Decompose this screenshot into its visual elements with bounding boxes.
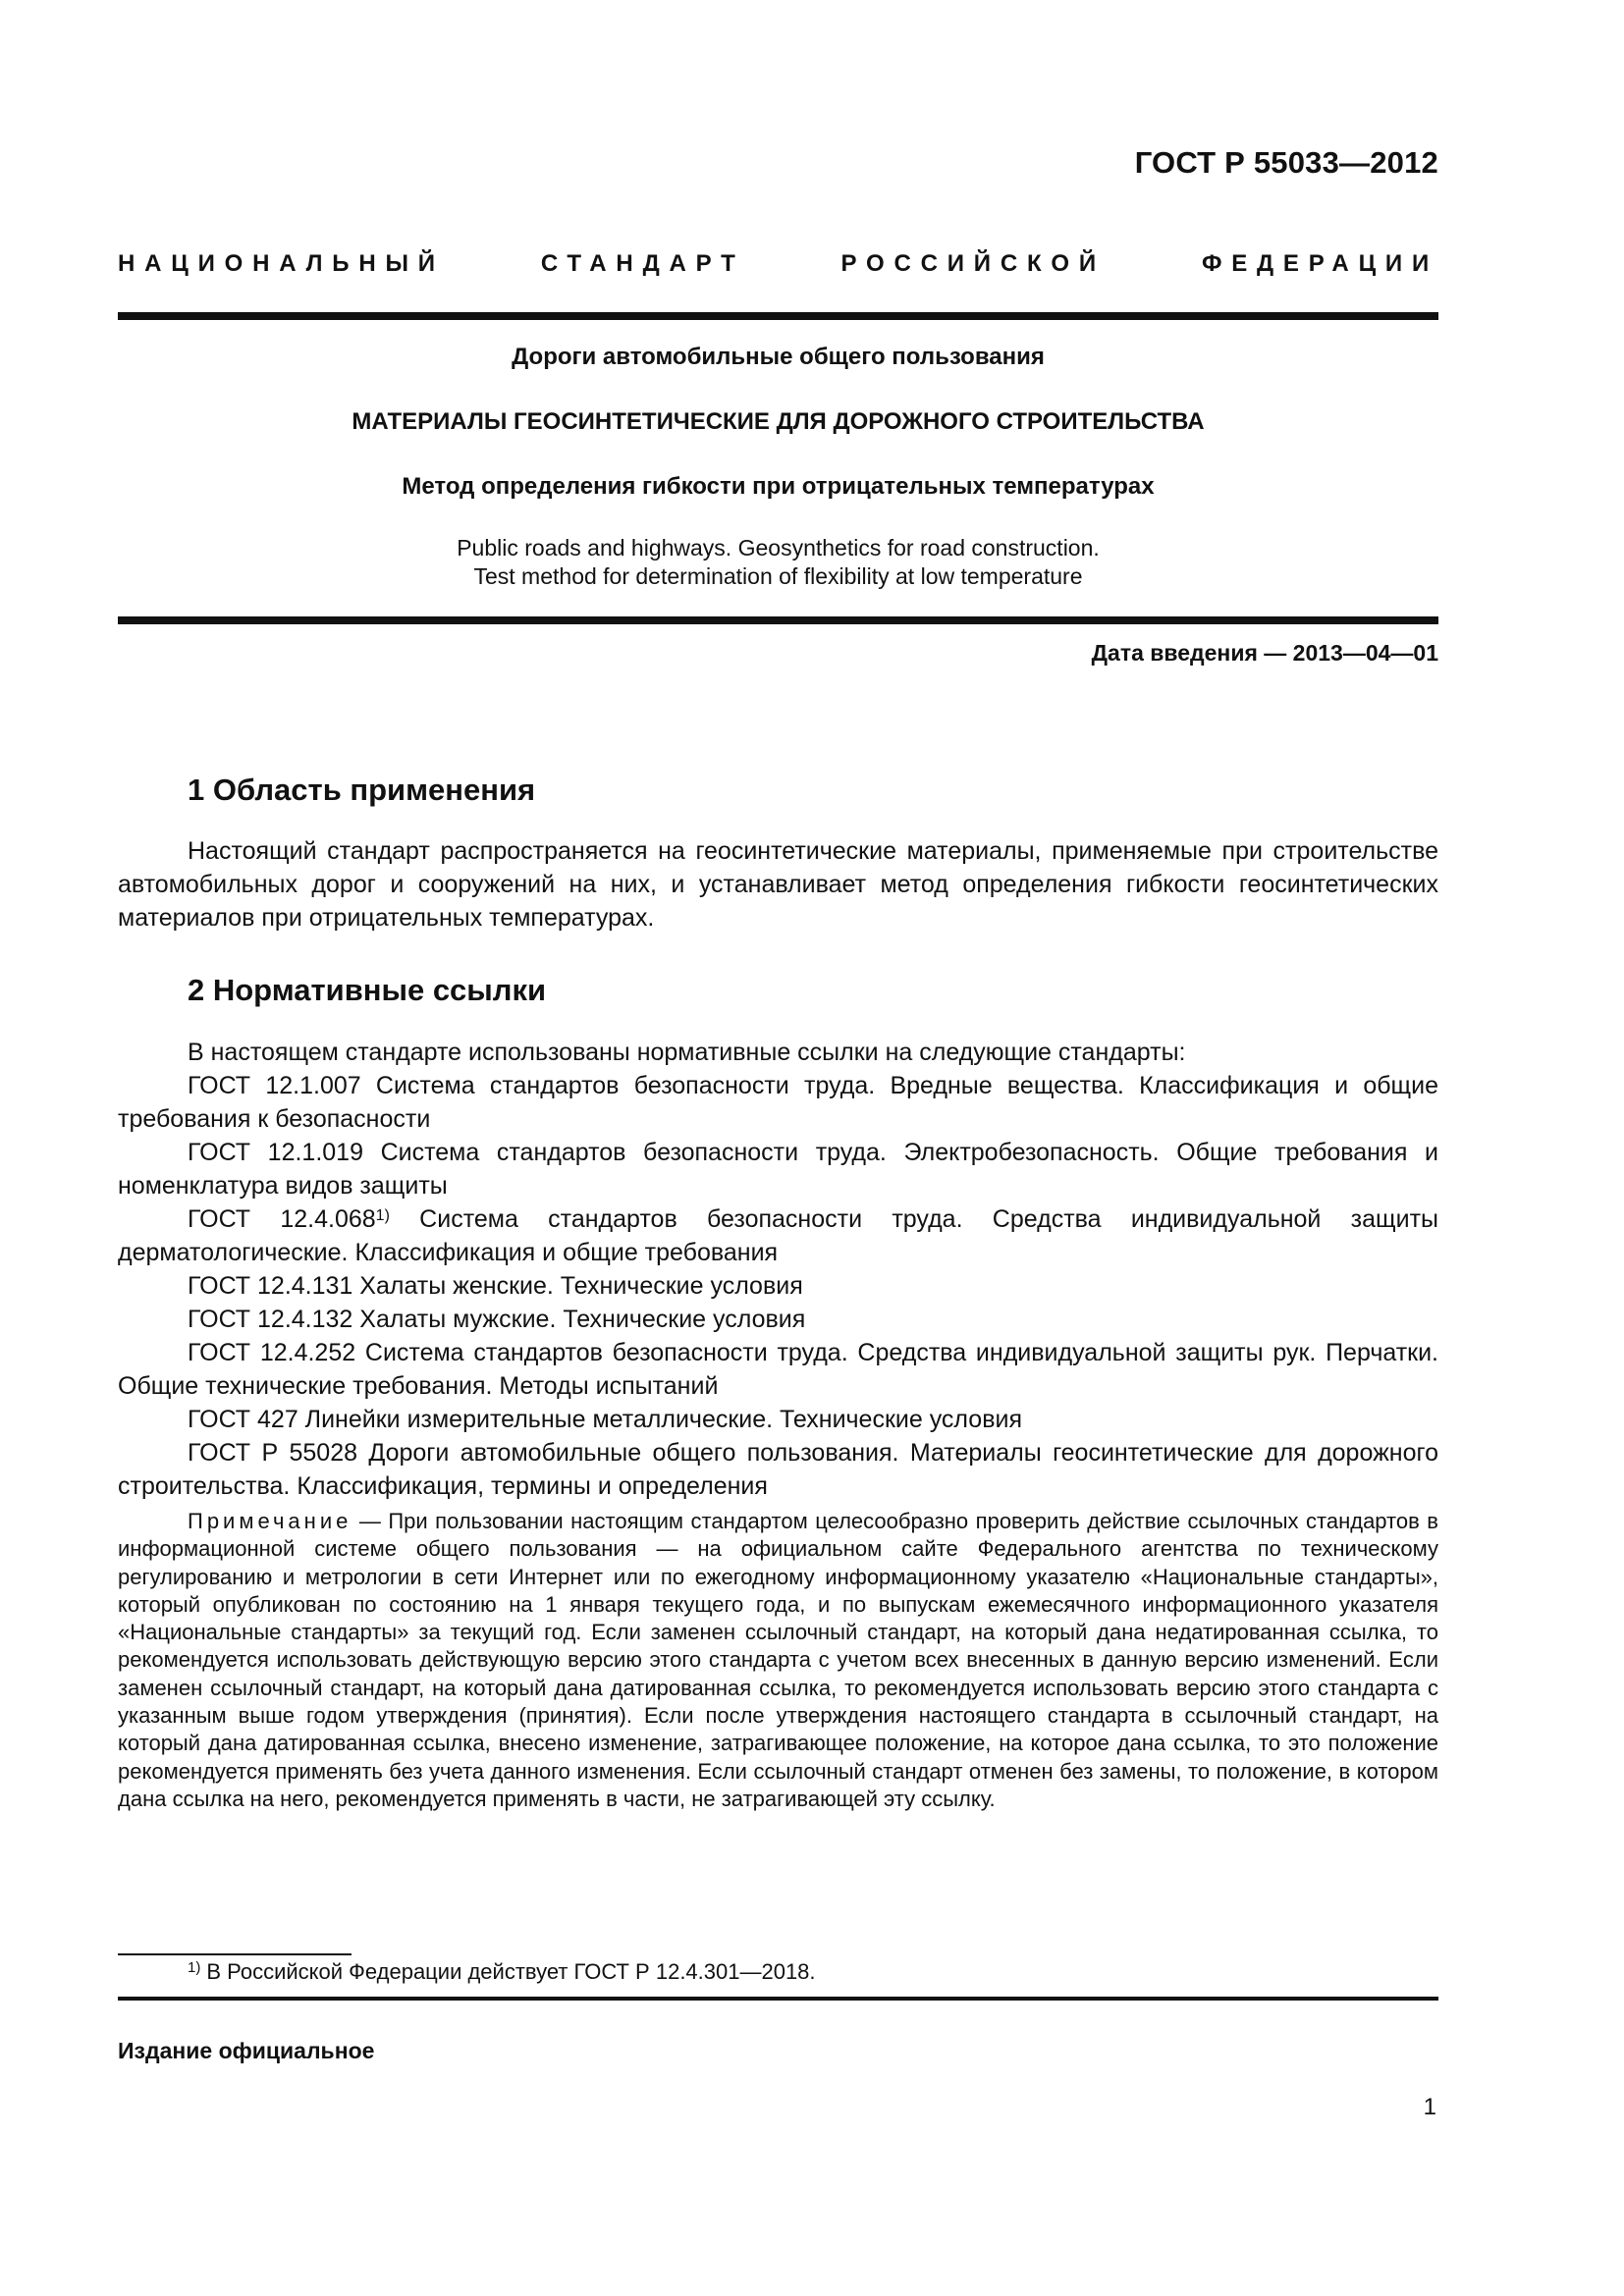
footnote [188, 1957, 816, 1987]
reference-title: Система стандартов безопасности труда. Средства индивидуальной защиты дерматологические. Классификация и общие требования [118, 1205, 1438, 1266]
footnote-number: 1) [188, 1959, 201, 1976]
footnote-marker: 1) [375, 1207, 390, 1224]
english-title-line-2: Test method for determination of flexibility at low temperature [473, 563, 1083, 589]
footnote-separator [118, 1953, 352, 1955]
normative-references-list [118, 1069, 1438, 1503]
note-paragraph [118, 1508, 1438, 1813]
english-title-line-1: Public roads and highways. Geosynthetics for road construction. [457, 535, 1100, 561]
reference-item: ГОСТ 427 Линейки измерительные металлические. Технические условия [188, 1406, 1022, 1433]
title-line-3: Метод определения гибкости при отрицательных температурах [402, 473, 1155, 500]
reference-item [118, 1202, 1438, 1269]
national-standard-title: НАЦИОНАЛЬНЫЙ СТАНДАРТ РОССИЙСКОЙ ФЕДЕРАЦИИ [118, 250, 1438, 277]
reference-item: ГОСТ 12.4.131 Халаты женские. Технические условия [188, 1272, 803, 1300]
title-line-1: Дороги автомобильные общего пользования [512, 344, 1045, 370]
section-1-heading: 1 Область применения [188, 773, 536, 807]
footer-rule [118, 1997, 1438, 2001]
introduction-date: Дата введения — 2013—04—01 [1091, 640, 1438, 666]
title-rule [118, 616, 1438, 624]
reference-item: ГОСТ 12.4.252 Система стандартов безопасности труда. Средства индивидуальной защиты рук. Перчатки. Общие технические требования. Методы испытаний [118, 1339, 1438, 1400]
official-edition-label: Издание официальное [118, 2038, 375, 2063]
header-rule [118, 312, 1438, 320]
footnote-text: В Российской Федерации действует ГОСТ Р 12.4.301—2018. [206, 1959, 816, 1984]
title-line-2: МАТЕРИАЛЫ ГЕОСИНТЕТИЧЕСКИЕ ДЛЯ ДОРОЖНОГО СТРОИТЕЛЬСТВА [352, 408, 1205, 435]
section-2-intro: В настоящем стандарте использованы нормативные ссылки на следующие стандарты: [188, 1039, 1186, 1066]
reference-item: ГОСТ Р 55028 Дороги автомобильные общего пользования. Материалы геосинтетические для дорожного строительства. Классификация, термины и определения [118, 1439, 1438, 1500]
section-1-text: Настоящий стандарт распространяется на геосинтетические материалы, применяемые при строительстве автомобильных дорог и сооружений на них, и устанавливает метод определения гибкости геосинтетических материалов при отрицательных температурах. [118, 837, 1438, 932]
reference-item: ГОСТ 12.4.132 Халаты мужские. Технические условия [188, 1306, 806, 1333]
note-label: Примечание [188, 1509, 352, 1533]
reference-code: ГОСТ 12.4.068 [188, 1205, 376, 1233]
note-text: — При пользовании настоящим стандартом целесообразно проверить действие ссылочных стандартов в информационной системе общего пользования — на официальном сайте Федерального агентства по техническому регулированию и метрологии в сети Интернет или по ежегодному информационному указателю «Национальные стандарты», который опубликован по состоянию на 1 января текущего года, и по выпускам ежемесячного информационного указателя «Национальные стандарты» за текущий год. Если заменен ссылочный стандарт, на который дана недатированная ссылка, то рекомендуется использовать действующую версию этого стандарта с учетом всех внесенных в данную версию изменений. Если заменен ссылочный стандарт, на который дана датированная ссылка, то рекомендуется использовать версию этого стандарта с указанным выше годом утверждения (принятия). Если после утверждения настоящего стандарта в ссылочный стандарт, на который дана датированная ссылка, внесено изменение, затрагивающее положение, на которое дана ссылка, то это положение рекомендуется применять без учета данного изменения. Если ссылочный стандарт отменен без замены, то положение, в котором дана ссылка на него, рекомендуется применять в части, не затрагивающей эту ссылку. [118, 1509, 1438, 1811]
reference-item: ГОСТ 12.1.007 Система стандартов безопасности труда. Вредные вещества. Классификация и общие требования к безопасности [118, 1072, 1438, 1133]
document-code: ГОСТ Р 55033—2012 [1134, 145, 1438, 180]
page-number: 1 [1423, 2094, 1436, 2120]
section-2-heading: 2 Нормативные ссылки [188, 973, 547, 1007]
reference-item: ГОСТ 12.1.019 Система стандартов безопасности труда. Электробезопасность. Общие требования и номенклатура видов защиты [118, 1139, 1438, 1200]
document-page [118, 0, 1438, 2296]
